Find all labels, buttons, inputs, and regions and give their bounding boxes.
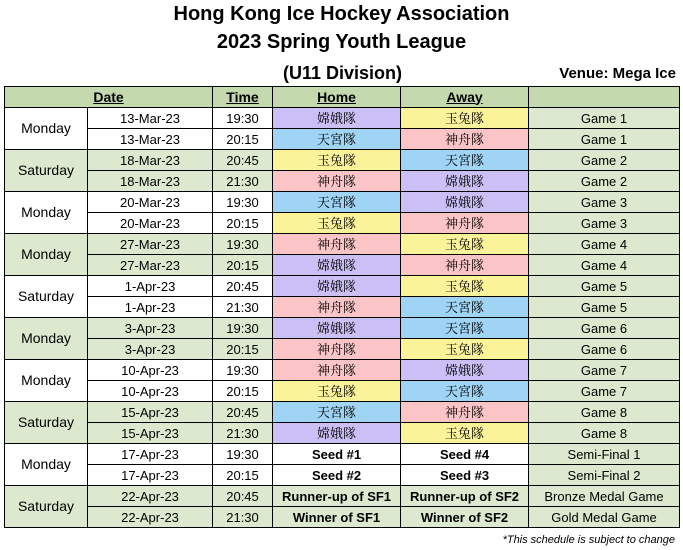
time-cell: 20:15 — [213, 129, 273, 150]
home-team-cell: Runner-up of SF1 — [273, 486, 401, 507]
away-team-cell: 玉兔隊 — [401, 234, 529, 255]
home-team-cell: Winner of SF1 — [273, 507, 401, 528]
away-team-cell: 玉兔隊 — [401, 423, 529, 444]
home-team-cell: 玉兔隊 — [273, 213, 401, 234]
game-cell: Game 2 — [529, 150, 680, 171]
away-team-cell: 玉兔隊 — [401, 339, 529, 360]
table-row — [5, 486, 680, 507]
time-cell: 19:30 — [213, 318, 273, 339]
home-team-cell: 玉兔隊 — [273, 150, 401, 171]
header-row — [5, 87, 680, 108]
date-cell: 27-Mar-23 — [88, 255, 213, 276]
home-team-cell: 嫦娥隊 — [273, 255, 401, 276]
away-header: Away — [401, 87, 529, 108]
date-cell: 18-Mar-23 — [88, 150, 213, 171]
day-cell: Saturday — [5, 150, 88, 192]
footnote: *This schedule is subject to change — [502, 534, 675, 546]
time-cell: 20:15 — [213, 465, 273, 486]
time-cell: 21:30 — [213, 507, 273, 528]
away-team-cell: 天宮隊 — [401, 150, 529, 171]
time-cell: 21:30 — [213, 171, 273, 192]
away-team-cell: 嫦娥隊 — [401, 171, 529, 192]
time-cell: 20:15 — [213, 213, 273, 234]
division-label: (U11 Division) — [282, 63, 403, 83]
page-title: Hong Kong Ice Hockey Association — [173, 3, 510, 25]
home-team-cell: 天宮隊 — [273, 129, 401, 150]
away-team-cell: 神舟隊 — [401, 129, 529, 150]
time-cell: 20:45 — [213, 402, 273, 423]
time-cell: 20:15 — [213, 255, 273, 276]
day-cell: Monday — [5, 234, 88, 276]
home-team-cell: 神舟隊 — [273, 171, 401, 192]
date-cell: 17-Apr-23 — [88, 444, 213, 465]
time-cell: 19:30 — [213, 192, 273, 213]
date-cell: 13-Mar-23 — [88, 129, 213, 150]
date-cell: 20-Mar-23 — [88, 192, 213, 213]
date-cell: 3-Apr-23 — [88, 339, 213, 360]
date-cell: 10-Apr-23 — [88, 360, 213, 381]
game-cell: Game 5 — [529, 276, 680, 297]
game-cell: Game 3 — [529, 192, 680, 213]
game-cell: Game 1 — [529, 108, 680, 129]
date-cell: 1-Apr-23 — [88, 276, 213, 297]
table-row — [5, 360, 680, 381]
time-cell: 19:30 — [213, 108, 273, 129]
time-cell: 20:45 — [213, 486, 273, 507]
table-row — [5, 507, 680, 528]
date-cell: 15-Apr-23 — [88, 423, 213, 444]
game-cell: Game 4 — [529, 255, 680, 276]
table-row — [5, 381, 680, 402]
date-cell: 3-Apr-23 — [88, 318, 213, 339]
table-row — [5, 255, 680, 276]
time-header: Time — [213, 87, 273, 108]
away-team-cell: Runner-up of SF2 — [401, 486, 529, 507]
time-cell: 20:45 — [213, 276, 273, 297]
day-cell: Monday — [5, 444, 88, 486]
venue-label: Venue: Mega Ice — [559, 65, 676, 82]
day-cell: Monday — [5, 192, 88, 234]
home-team-cell: 嫦娥隊 — [273, 318, 401, 339]
game-cell: Semi-Final 1 — [529, 444, 680, 465]
table-row — [5, 318, 680, 339]
game-cell: Semi-Final 2 — [529, 465, 680, 486]
date-cell: 15-Apr-23 — [88, 402, 213, 423]
day-cell: Monday — [5, 360, 88, 402]
page-subtitle: 2023 Spring Youth League — [216, 31, 467, 53]
date-cell: 17-Apr-23 — [88, 465, 213, 486]
home-team-cell: Seed #1 — [273, 444, 401, 465]
away-team-cell: 神舟隊 — [401, 255, 529, 276]
table-row — [5, 171, 680, 192]
date-cell: 22-Apr-23 — [88, 507, 213, 528]
table-row — [5, 213, 680, 234]
table-row — [5, 402, 680, 423]
home-team-cell: 天宮隊 — [273, 402, 401, 423]
table-row — [5, 276, 680, 297]
away-team-cell: 天宮隊 — [401, 381, 529, 402]
home-team-cell: 天宮隊 — [273, 192, 401, 213]
table-row — [5, 234, 680, 255]
time-cell: 19:30 — [213, 444, 273, 465]
day-cell: Saturday — [5, 402, 88, 444]
table-row — [5, 150, 680, 171]
home-team-cell: 神舟隊 — [273, 339, 401, 360]
game-cell: Game 5 — [529, 297, 680, 318]
game-cell: Game 7 — [529, 381, 680, 402]
game-cell: Game 3 — [529, 213, 680, 234]
away-team-cell: Seed #3 — [401, 465, 529, 486]
home-header: Home — [273, 87, 401, 108]
table-row — [5, 444, 680, 465]
game-cell: Game 1 — [529, 129, 680, 150]
home-team-cell: 嫦娥隊 — [273, 276, 401, 297]
time-cell: 19:30 — [213, 360, 273, 381]
home-team-cell: 神舟隊 — [273, 360, 401, 381]
table-row — [5, 192, 680, 213]
game-cell: Game 6 — [529, 339, 680, 360]
table-row — [5, 297, 680, 318]
table-row — [5, 129, 680, 150]
date-cell: 22-Apr-23 — [88, 486, 213, 507]
away-team-cell: 神舟隊 — [401, 213, 529, 234]
away-team-cell: 神舟隊 — [401, 402, 529, 423]
time-cell: 20:15 — [213, 339, 273, 360]
time-cell: 21:30 — [213, 423, 273, 444]
away-team-cell: 天宮隊 — [401, 318, 529, 339]
date-cell: 27-Mar-23 — [88, 234, 213, 255]
time-cell: 20:15 — [213, 381, 273, 402]
away-team-cell: 天宮隊 — [401, 297, 529, 318]
date-cell: 1-Apr-23 — [88, 297, 213, 318]
table-row — [5, 339, 680, 360]
home-team-cell: 嫦娥隊 — [273, 108, 401, 129]
date-cell: 20-Mar-23 — [88, 213, 213, 234]
game-cell: Game 7 — [529, 360, 680, 381]
game-cell: Game 8 — [529, 423, 680, 444]
away-team-cell: Seed #4 — [401, 444, 529, 465]
game-cell: Game 2 — [529, 171, 680, 192]
time-cell: 19:30 — [213, 234, 273, 255]
table-row — [5, 465, 680, 486]
date-cell: 18-Mar-23 — [88, 171, 213, 192]
away-team-cell: 玉兔隊 — [401, 108, 529, 129]
game-cell: Game 6 — [529, 318, 680, 339]
home-team-cell: 神舟隊 — [273, 234, 401, 255]
game-cell: Bronze Medal Game — [529, 486, 680, 507]
away-team-cell: 嫦娥隊 — [401, 192, 529, 213]
day-cell: Monday — [5, 108, 88, 150]
away-team-cell: Winner of SF2 — [401, 507, 529, 528]
home-team-cell: 玉兔隊 — [273, 381, 401, 402]
date-header: Date — [5, 87, 213, 108]
schedule-table — [4, 86, 680, 528]
date-cell: 13-Mar-23 — [88, 108, 213, 129]
away-team-cell: 玉兔隊 — [401, 276, 529, 297]
time-cell: 21:30 — [213, 297, 273, 318]
home-team-cell: 神舟隊 — [273, 297, 401, 318]
game-cell: Game 8 — [529, 402, 680, 423]
time-cell: 20:45 — [213, 150, 273, 171]
table-row — [5, 108, 680, 129]
day-cell: Saturday — [5, 276, 88, 318]
day-cell: Saturday — [5, 486, 88, 528]
home-team-cell: 嫦娥隊 — [273, 423, 401, 444]
table-row — [5, 423, 680, 444]
home-team-cell: Seed #2 — [273, 465, 401, 486]
away-team-cell: 嫦娥隊 — [401, 360, 529, 381]
game-header — [529, 87, 680, 108]
date-cell: 10-Apr-23 — [88, 381, 213, 402]
game-cell: Gold Medal Game — [529, 507, 680, 528]
game-cell: Game 4 — [529, 234, 680, 255]
day-cell: Monday — [5, 318, 88, 360]
